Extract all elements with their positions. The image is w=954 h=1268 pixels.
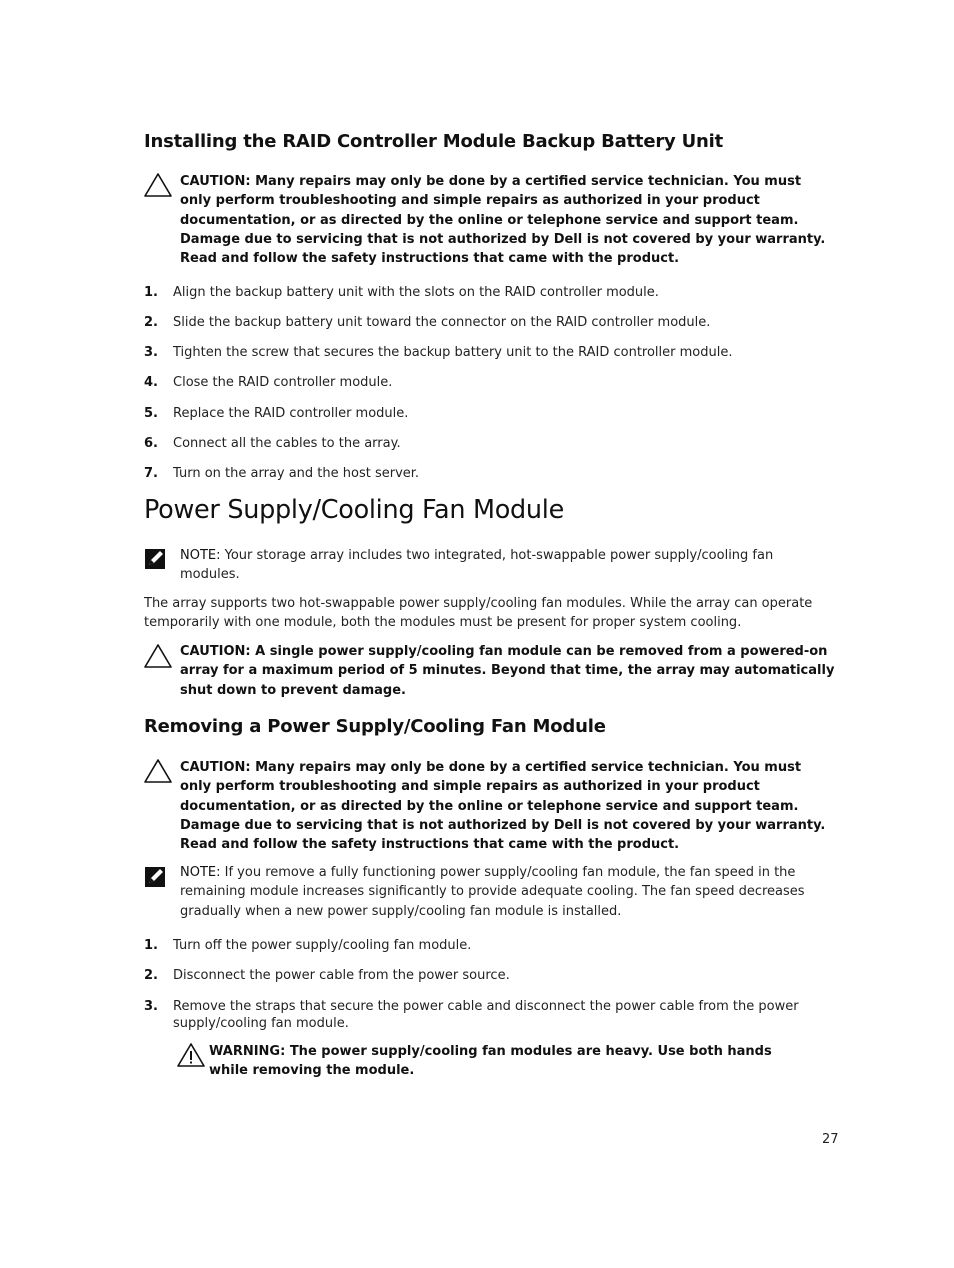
- step-text: Slide the backup battery unit toward the connector on the RAID controller module.: [173, 315, 711, 330]
- note-label: NOTE:: [180, 865, 221, 880]
- note-pencil-icon: [143, 548, 173, 574]
- caution-text: CAUTION: Many repairs may only be done by a certified service technician. You must only perform troubleshooting and simple repairs as authorized in your product documentation, or as directed by the online or telephone service and support team. Damage due to servicing that is not authorized by Dell is not covered by your warranty. Read and follow the safety instructions that came with the product.: [180, 760, 826, 853]
- step-text: Close the RAID controller module.: [173, 375, 393, 390]
- step-number: 3.: [144, 345, 158, 360]
- caution-icon: [143, 643, 173, 669]
- step-number: 3.: [144, 999, 158, 1014]
- caution-icon: [143, 172, 173, 198]
- caution-text: CAUTION: Many repairs may only be done by a certified service technician. You must only perform troubleshooting and simple repairs as authorized in your product documentation, or as directed by the online or telephone service and support team. Damage due to servicing that is not authorized by Dell is not covered by your warranty. Read and follow the safety instructions that came with the product.: [180, 174, 826, 267]
- step-text: Disconnect the power cable from the power source.: [173, 968, 510, 983]
- step-number: 4.: [144, 375, 158, 390]
- note-body: Your storage array includes two integrated, hot-swappable power supply/cooling fan modules.: [180, 548, 774, 583]
- step-number: 2.: [144, 315, 158, 330]
- step-text: Turn off the power supply/cooling fan module.: [173, 938, 472, 953]
- step-number: 2.: [144, 968, 158, 983]
- note-label: NOTE:: [180, 548, 221, 563]
- caution-icon: [143, 758, 173, 784]
- step-text: Align the backup battery unit with the slots on the RAID controller module.: [173, 285, 659, 300]
- step-text: Tighten the screw that secures the backup battery unit to the RAID controller module.: [173, 345, 733, 360]
- note-body: If you remove a fully functioning power supply/cooling fan module, the fan speed in the remaining module increases significantly to provide adequate cooling. The fan speed decreases gradually when a new power supply/cooling fan module is installed.: [180, 865, 805, 919]
- page-number: 27: [822, 1132, 839, 1147]
- step-number: 7.: [144, 466, 158, 481]
- note-text: [180, 546, 820, 585]
- step-number: 6.: [144, 436, 158, 451]
- body-paragraph: The array supports two hot-swappable power supply/cooling fan modules. While the array can operate temporarily with one module, both the modules must be present for proper system cooling.: [144, 596, 813, 631]
- caution-text: CAUTION: A single power supply/cooling fan module can be removed from a powered-on array for a maximum period of 5 minutes. Beyond that time, the array may automatically shut down to prevent damage.: [180, 644, 835, 698]
- step-text: Turn on the array and the host server.: [173, 466, 420, 481]
- step-number: 1.: [144, 285, 158, 300]
- note-text: [180, 863, 820, 921]
- warning-text: WARNING: The power supply/cooling fan modules are heavy. Use both hands while removing the module.: [209, 1044, 772, 1079]
- warning-icon: [176, 1042, 206, 1068]
- step-text: Connect all the cables to the array.: [173, 436, 401, 451]
- step-number: 5.: [144, 406, 158, 421]
- step-number: 1.: [144, 938, 158, 953]
- section-heading-psu: Power Supply/Cooling Fan Module: [144, 495, 564, 525]
- section-heading-remove-psu: Removing a Power Supply/Cooling Fan Module: [144, 716, 606, 737]
- note-pencil-icon: [143, 866, 173, 892]
- section-heading-install-bbu: Installing the RAID Controller Module Backup Battery Unit: [144, 131, 724, 152]
- step-text: Remove the straps that secure the power cable and disconnect the power cable from the power supply/cooling fan module.: [173, 999, 799, 1031]
- step-text: Replace the RAID controller module.: [173, 406, 409, 421]
